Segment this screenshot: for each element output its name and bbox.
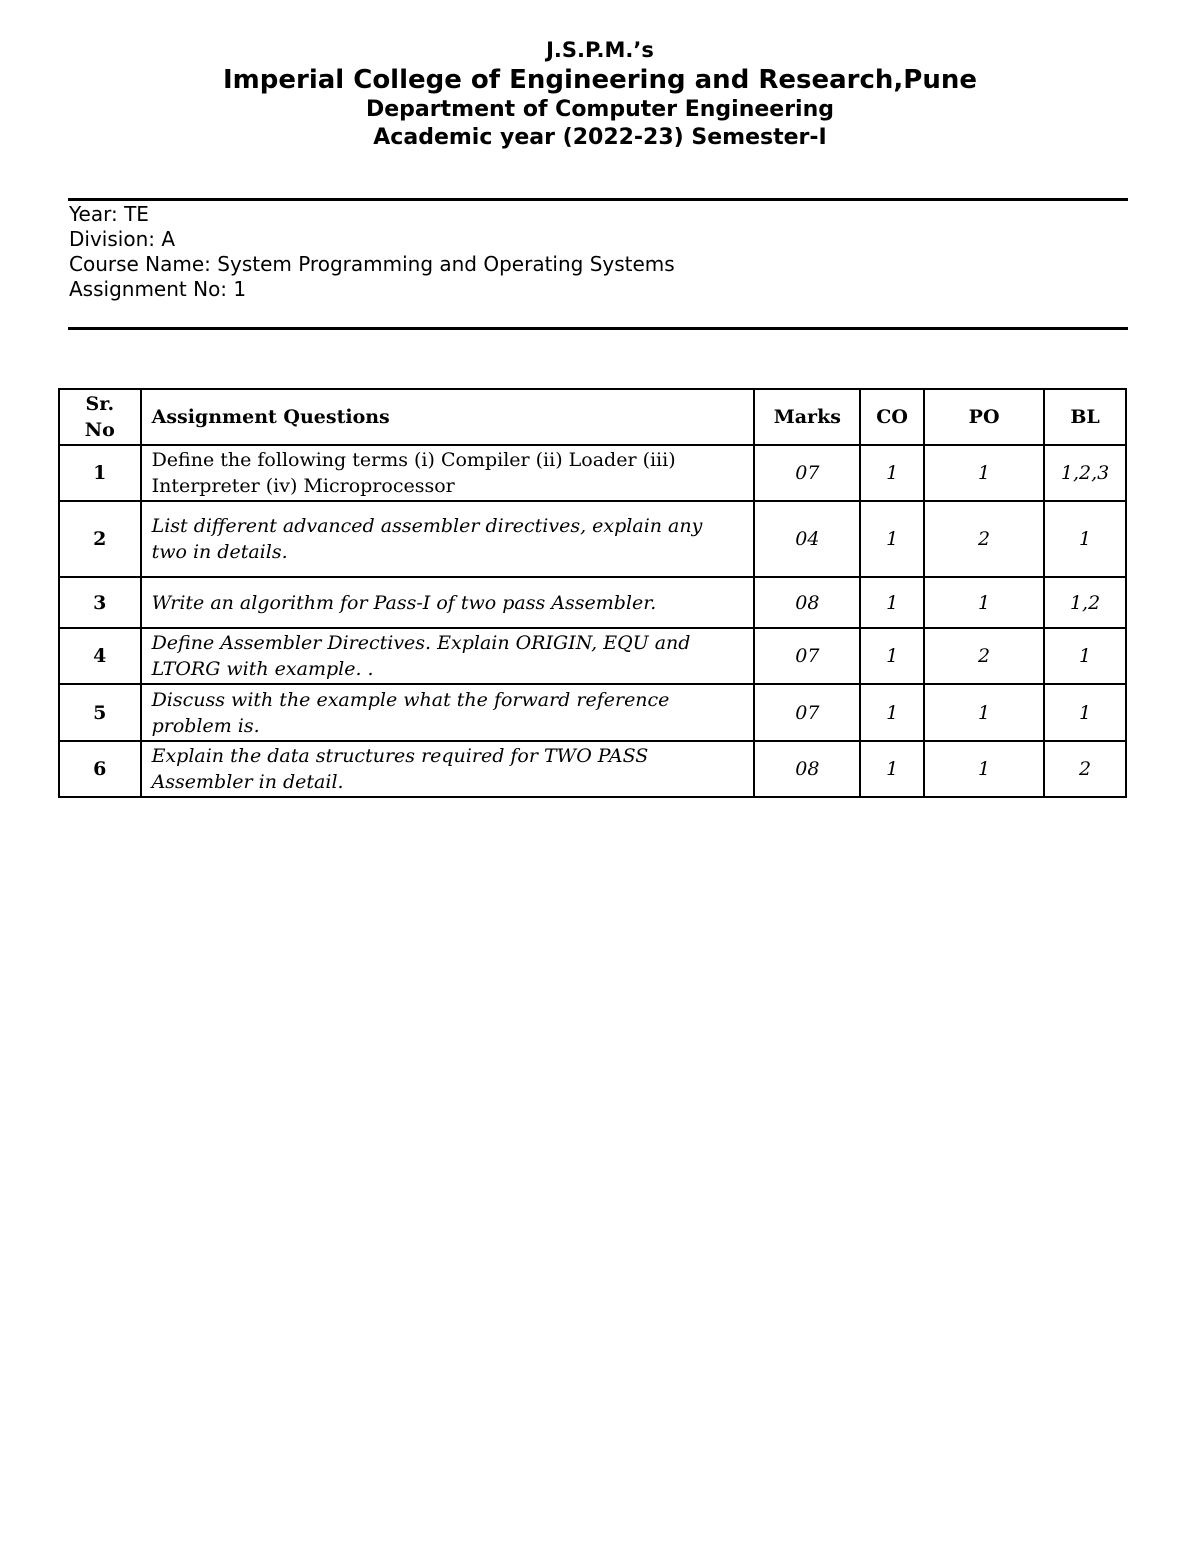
assignment-info	[69, 202, 675, 302]
header-marks: Marks	[754, 389, 860, 445]
cell-marks: 07	[754, 628, 860, 684]
cell-question: Define the following terms (i) Compiler (ii) Loader (iii) Interpreter (iv) Microprocessor	[141, 445, 755, 501]
cell-marks: 04	[754, 501, 860, 577]
cell-co: 1	[860, 577, 924, 628]
table-header-row	[59, 389, 1126, 445]
header-sr-line1: Sr.	[85, 393, 115, 415]
header-po: PO	[924, 389, 1044, 445]
cell-po: 2	[924, 628, 1044, 684]
cell-marks: 07	[754, 445, 860, 501]
cell-bl: 1	[1044, 628, 1126, 684]
table-row	[59, 741, 1126, 797]
cell-question: Discuss with the example what the forward reference problem is.	[141, 684, 755, 741]
header-bl: BL	[1044, 389, 1126, 445]
cell-question: Write an algorithm for Pass-I of two pass Assembler.	[141, 577, 755, 628]
cell-sr: 5	[59, 684, 141, 741]
cell-bl: 1,2,3	[1044, 445, 1126, 501]
academic-year: Academic year (2022-23) Semester-I	[373, 125, 827, 150]
cell-marks: 07	[754, 684, 860, 741]
table-row	[59, 445, 1126, 501]
bottom-divider	[68, 327, 1128, 330]
assignment-number-label: Assignment No: 1	[69, 277, 247, 301]
document-header	[0, 36, 1200, 152]
cell-sr: 3	[59, 577, 141, 628]
department-name: Department of Computer Engineering	[366, 97, 834, 122]
cell-bl: 1	[1044, 684, 1126, 741]
table-row	[59, 628, 1126, 684]
header-sr-line2: No	[84, 419, 115, 441]
cell-po: 1	[924, 741, 1044, 797]
cell-po: 1	[924, 577, 1044, 628]
cell-co: 1	[860, 445, 924, 501]
cell-co: 1	[860, 501, 924, 577]
cell-co: 1	[860, 741, 924, 797]
cell-marks: 08	[754, 741, 860, 797]
cell-sr: 4	[59, 628, 141, 684]
table-row	[59, 684, 1126, 741]
header-co: CO	[860, 389, 924, 445]
cell-sr: 1	[59, 445, 141, 501]
header-questions: Assignment Questions	[141, 389, 755, 445]
society-name: J.S.P.M.’s	[546, 38, 654, 62]
year-label: Year: TE	[69, 202, 149, 226]
cell-po: 1	[924, 684, 1044, 741]
table-row	[59, 577, 1126, 628]
cell-question: List different advanced assembler directives, explain any two in details.	[141, 501, 755, 577]
table-row	[59, 501, 1126, 577]
cell-sr: 2	[59, 501, 141, 577]
cell-marks: 08	[754, 577, 860, 628]
cell-bl: 1	[1044, 501, 1126, 577]
cell-co: 1	[860, 628, 924, 684]
cell-po: 2	[924, 501, 1044, 577]
header-sr-no	[59, 389, 141, 445]
cell-po: 1	[924, 445, 1044, 501]
cell-question: Explain the data structures required for TWO PASS Assembler in detail.	[141, 741, 755, 797]
college-name: Imperial College of Engineering and Research,Pune	[222, 65, 977, 95]
top-divider	[68, 198, 1128, 201]
cell-sr: 6	[59, 741, 141, 797]
cell-co: 1	[860, 684, 924, 741]
assignment-table	[58, 388, 1127, 798]
division-label: Division: A	[69, 227, 176, 251]
cell-bl: 1,2	[1044, 577, 1126, 628]
course-name-label: Course Name: System Programming and Operating Systems	[69, 252, 675, 276]
cell-question: Define Assembler Directives. Explain ORIGIN, EQU and LTORG with example. .	[141, 628, 755, 684]
cell-bl: 2	[1044, 741, 1126, 797]
